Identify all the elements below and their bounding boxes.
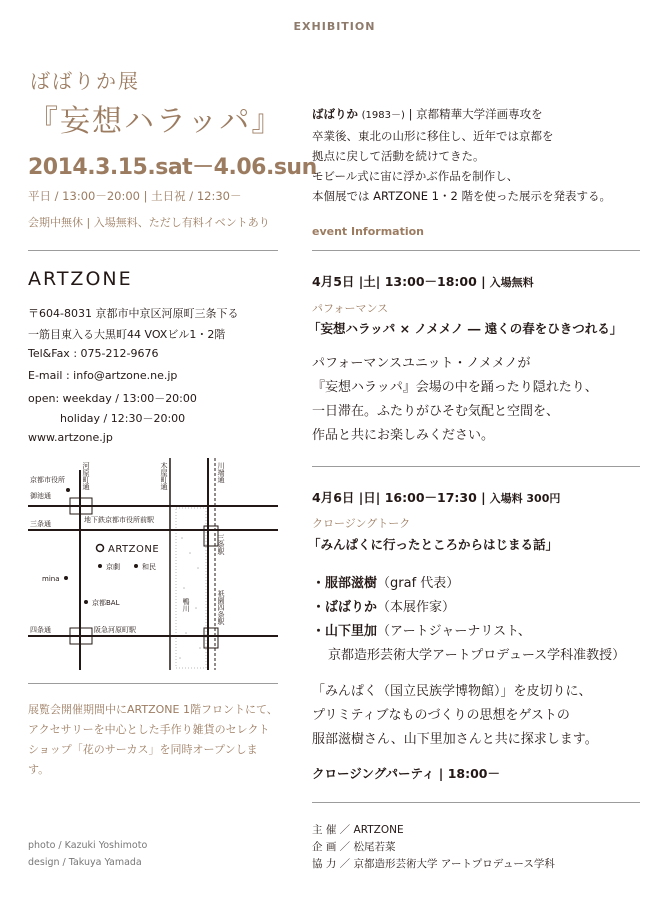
bio-line-3: 拠点に戻して活動を続けてきた。 bbox=[312, 149, 485, 163]
artist-name: ばばりか bbox=[312, 107, 358, 121]
label-oike: 御池通 bbox=[30, 492, 51, 500]
kyogeki-marker bbox=[98, 564, 102, 568]
organizer-support: 協 力 ／ 京都造形芸術大学 アートプロデュース学科 bbox=[312, 858, 555, 870]
venue-email[interactable]: E-mail : info@artzone.ne.jp bbox=[28, 369, 178, 382]
events-header: event Information bbox=[312, 225, 425, 238]
guest-3: ・山下里加（アートジャーナリスト、 bbox=[312, 624, 531, 639]
exhibition-hours: 平日 / 13:00－20:00 | 土日祝 / 12:30－ bbox=[28, 189, 242, 203]
wako-marker bbox=[134, 564, 138, 568]
venue-address-2: 一筋目東入る大黒町44 VOXビル1・2階 bbox=[28, 328, 226, 341]
label-artzone: ARTZONE bbox=[108, 544, 160, 555]
label-kamogawa: 鴨川 bbox=[182, 598, 190, 612]
divider bbox=[312, 802, 640, 803]
event1-body-line: パフォーマンスユニット・ノメメノが bbox=[312, 356, 531, 371]
label-sanjo-sta: 三条駅 bbox=[217, 534, 225, 555]
event1-body bbox=[312, 352, 657, 448]
photo-credit: photo / Kazuki Yoshimoto bbox=[28, 840, 148, 851]
label-city-hall: 京都市役所 bbox=[30, 476, 65, 484]
venue-address-1: 〒604-8031 京都市中京区河原町三条下る bbox=[28, 307, 239, 320]
label-kyogeki: 京劇 bbox=[106, 563, 120, 571]
shop-note: 展覧会開催期間中にARTZONE 1階フロントにて、アクセサリーを中心とした手作り雑貨のセレクトショップ「花のサーカス」を同時オープンします。 bbox=[28, 703, 278, 776]
divider bbox=[312, 250, 640, 251]
venue-logo: ARTZONE bbox=[28, 268, 133, 290]
venue-tel: Tel&Fax : 075-212-9676 bbox=[28, 347, 159, 360]
event1-category: パフォーマンス bbox=[312, 302, 389, 315]
event1-body-line: 『妄想ハラッパ』会場の中を踊ったり隠れたり、 bbox=[312, 380, 598, 395]
exhibition-label: EXHIBITION bbox=[293, 20, 376, 33]
mina-marker bbox=[64, 576, 68, 580]
venue-open-holiday: holiday / 12:30－20:00 bbox=[60, 412, 186, 425]
guest-1: ・服部滋樹（graf 代表） bbox=[312, 576, 460, 591]
event2-body bbox=[312, 680, 657, 752]
bio-line-4: モビール式に宙に浮かぶ作品を制作し、 bbox=[312, 169, 519, 183]
city-hall-marker bbox=[66, 488, 70, 492]
label-subway: 地下鉄京都市役所前駅 bbox=[84, 516, 154, 524]
event1-date: 4月5日 |土| 13:00－18:00 | 入場無料 bbox=[312, 274, 534, 289]
event2-category: クロージングトーク bbox=[312, 517, 411, 530]
artist-years: (1983－) bbox=[361, 110, 405, 121]
divider bbox=[28, 683, 278, 684]
bio-line-2: 卒業後、東北の山形に移住し、近年では京都を bbox=[312, 129, 554, 143]
bal-marker bbox=[84, 600, 88, 604]
bio-line-5: 本個展では ARTZONE 1・2 階を使った展示を発表する。 bbox=[312, 189, 611, 203]
exhibition-title: 『妄想ハラッパ』 bbox=[28, 104, 284, 139]
venue-open-weekday: open: weekday / 13:00－20:00 bbox=[28, 392, 197, 405]
event1-body-line: 一日滞在。ふたりがひそむ気配と空間を、 bbox=[312, 404, 560, 419]
exhibition-artist: ばばりか展 bbox=[30, 69, 140, 93]
event2-date: 4月6日 |日| 16:00－17:30 | 入場料 300円 bbox=[312, 490, 561, 505]
label-shijo: 四条通 bbox=[30, 626, 51, 634]
artist-bio bbox=[312, 104, 642, 206]
label-mina: mina bbox=[42, 575, 60, 583]
access-map bbox=[28, 458, 278, 670]
kamogawa-river bbox=[176, 508, 206, 668]
guest-3-role-cont: 京都造形芸術大学アートプロデュース学科准教授） bbox=[328, 648, 626, 663]
artzone-marker bbox=[97, 545, 104, 552]
event2-fee: 入場料 300円 bbox=[485, 492, 561, 505]
label-bal: 京都BAL bbox=[92, 599, 120, 607]
exhibition-notice: 会期中無休 | 入場無料、ただし有料イベントあり bbox=[28, 216, 270, 229]
label-hankyu: 阪急河原町駅 bbox=[94, 626, 136, 634]
organizer-plan: 企 画 ／ 松尾若菜 bbox=[312, 841, 396, 853]
event1-title: 「妄想ハラッパ × ノメメノ ― 遠くの春をひきつれる」 bbox=[308, 321, 623, 336]
event1-body-line: 作品と共にお楽しみください。 bbox=[312, 428, 495, 443]
label-kawabata: 川端通 bbox=[217, 462, 225, 483]
label-kawaramachi: 河原町通 bbox=[82, 462, 90, 490]
organizer-host: 主 催 ／ ARTZONE bbox=[312, 824, 404, 836]
event2-body-line: 服部滋樹さん、山下里加さんと共に探求します。 bbox=[312, 732, 598, 747]
closing-party: クロージングパーティ | 18:00－ bbox=[312, 766, 500, 781]
event2-body-line: 「みんぱく（国立民族学博物館）」を皮切りに、 bbox=[312, 684, 592, 699]
divider bbox=[312, 466, 640, 467]
event2-body-line: プリミティブなものづくりの思想をゲストの bbox=[312, 708, 570, 723]
label-gion: 祇園四条駅 bbox=[217, 590, 225, 625]
venue-url[interactable]: www.artzone.jp bbox=[28, 431, 113, 444]
event1-fee: 入場無料 bbox=[485, 276, 534, 289]
divider bbox=[28, 250, 278, 251]
label-wako: 和民 bbox=[142, 563, 156, 571]
guest-2: ・ばばりか（本展作家） bbox=[312, 600, 456, 615]
exhibition-dates: 2014.3.15.sat－4.06.sun bbox=[28, 155, 317, 180]
label-sanjo-st: 三条通 bbox=[30, 520, 51, 528]
event2-title: 「みんぱくに行ったところからはじまる話」 bbox=[308, 537, 559, 552]
design-credit: design / Takuya Yamada bbox=[28, 857, 142, 868]
bio-line-1: | 京都精華大学洋画専攻を bbox=[404, 107, 543, 121]
label-kiyamachi: 木屋町通 bbox=[160, 462, 168, 490]
